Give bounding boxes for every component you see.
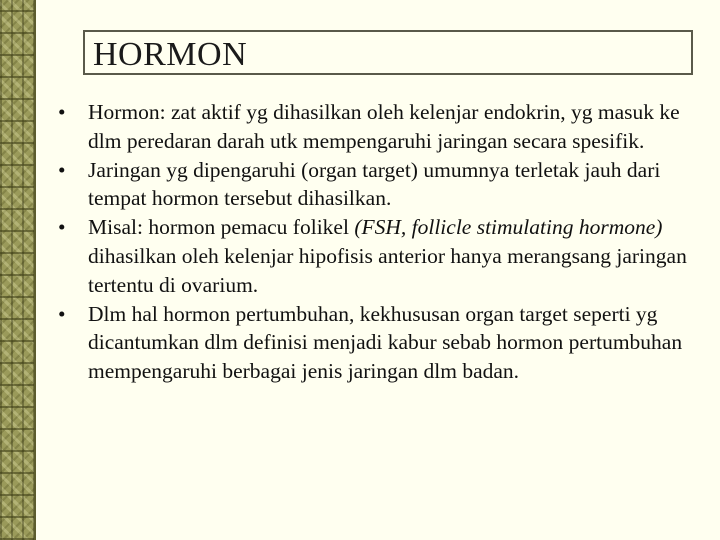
bullet-text-end: dihasilkan oleh kelenjar hipofisis anterior hanya merangsang jaringan tertentu di ovarium. [88,243,687,297]
bullet-text: Dlm hal hormon pertumbuhan, kekhususan organ target seperti yg dicantumkan dlm definisi menjadi kabur sebab hormon pertumbuhan mempengaruhi berbagai jenis jaringan dlm badan. [88,301,683,384]
bullet-text-italic: (FSH, follicle stimulating hormone) [354,215,663,240]
bullet-text: Jaringan yg dipengaruhi (organ target) umumnya terletak jauh dari tempat hormon tersebut dihasilkan. [88,157,661,211]
list-item [54,213,718,299]
title-box [83,30,693,75]
decorative-side-border [0,0,36,540]
list-item [54,98,718,156]
bullet-text: Hormon: zat aktif yg dihasilkan oleh kelenjar endokrin, yg masuk ke dlm peredaran darah utk mempengaruhi jaringan secara spesifik. [88,100,680,153]
bullet-text-start: Misal: hormon pemacu folikel [88,215,355,240]
bullet-list [54,98,718,386]
list-item [54,156,718,214]
bullet-icon: • [58,157,66,182]
bullet-icon: • [58,215,66,240]
bullet-icon: • [58,301,66,326]
bullet-icon: • [58,100,66,124]
list-item [54,300,718,386]
slide-title: HORMON [93,36,248,73]
